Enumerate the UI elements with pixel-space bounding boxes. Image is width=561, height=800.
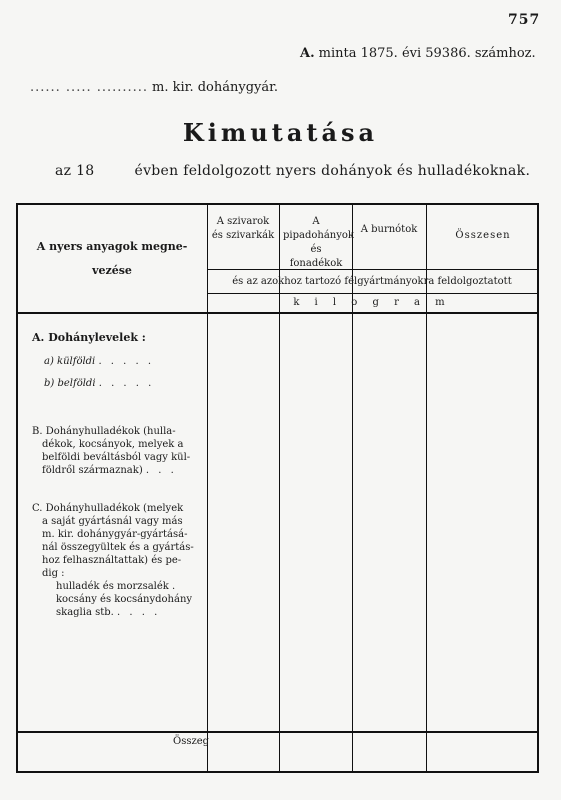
subtitle-year: az 18 (55, 163, 95, 179)
header-divider (207, 293, 537, 294)
header-bottom-rule (18, 312, 537, 314)
row-a-domestic: b) belföldi . . . . . (44, 378, 155, 389)
document-subtitle (55, 163, 530, 179)
total-rule (18, 731, 537, 733)
unit-header: k i l o g r a m (293, 297, 451, 308)
row-total: Összeg (173, 736, 210, 747)
first-column-header: A nyers anyagok megne-vezése (36, 240, 188, 277)
factory-label: m. kir. dohánygyár. (152, 80, 279, 95)
column-divider (207, 205, 208, 771)
row-c: C. Dohányhulladékok (melyek a saját gyártásnál vagy más m. kir. dohánygyár-gyártásá- nál összegyültek és a gyártás- hoz felhasználtattak) és pe- dig : hulladék és morzsalék . kocsány és kocsánydohány skaglia stb. . . . . (32, 503, 194, 618)
document-title: Kimutatása (182, 118, 379, 147)
column-divider (352, 205, 353, 771)
form-reference (300, 46, 536, 61)
page-number: 757 (508, 12, 541, 28)
column-divider (279, 205, 280, 771)
header-divider (207, 269, 537, 270)
form-reference-text: minta 1875. évi 59386. számhoz. (318, 46, 536, 61)
column-header-total: Összesen (455, 230, 511, 241)
row-a-title: A. Dohánylevelek : (32, 331, 146, 344)
subtitle-text: évben feldolgozott nyers dohányok és hulladékoknak. (134, 163, 531, 179)
factory-line (30, 80, 278, 95)
column-divider (426, 205, 427, 771)
form-letter: A. (300, 46, 315, 61)
row-a-foreign: a) külföldi . . . . . (44, 356, 155, 367)
column-header-cigars: A szivarok és szivarkák (211, 216, 275, 241)
span-header: és az azokhoz tartozó félgyártmányokra feldolgoztatott (232, 276, 512, 287)
column-header-pipe-tobacco: A pipadohányok és fonadékok (283, 216, 354, 269)
factory-name-blank: ...... ..... .......... (30, 80, 149, 95)
tobacco-table (16, 203, 539, 773)
row-b: B. Dohányhulladékok (hulla- dékok, kocsányok, melyek a belföldi beváltásból vagy kül- földről származnak) . . . (32, 426, 191, 476)
column-header-snuff: A burnótok (360, 224, 418, 235)
